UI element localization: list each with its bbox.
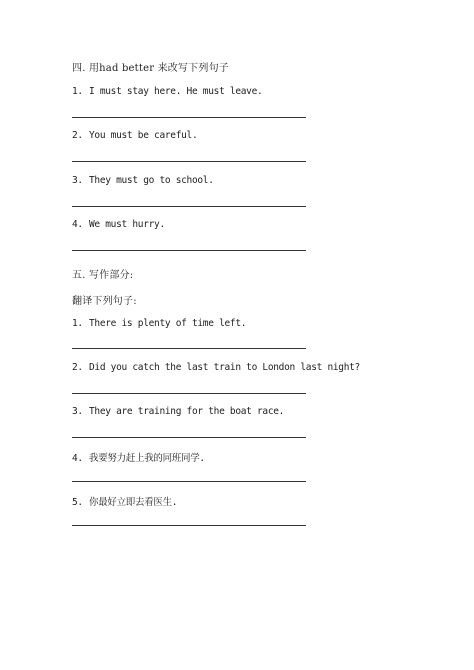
s5-question-1 [72,318,246,329]
question-text: Did you catch the last train to London last night? [89,362,360,373]
section-5-title: 五. 写作部分: [72,270,134,281]
s5-question-2 [72,362,360,373]
s5-answer-line-4[interactable] [72,481,306,482]
section-4-title: 四. 用had better 来改写下列句子 [72,63,229,74]
s4-question-3 [72,175,214,186]
question-text: We must hurry. [89,219,165,230]
s4-question-2 [72,130,197,141]
question-text: They must go to school. [89,175,214,186]
s5-question-5 [72,494,177,508]
question-text: They are training for the boat race. [89,406,285,417]
question-text: I must stay here. He must leave. [89,86,263,97]
s5-answer-line-5[interactable] [72,525,306,526]
s5-answer-line-2[interactable] [72,393,306,394]
question-number: 1. [72,318,83,329]
question-text: 你最好立即去看医生. [89,497,178,508]
question-number: 2. [72,130,83,141]
s5-answer-line-3[interactable] [72,437,306,438]
question-number: 4. [72,219,83,230]
s5-question-4 [72,450,205,464]
question-text: There is plenty of time left. [89,318,247,329]
s4-answer-line-2[interactable] [72,161,306,162]
question-number: 5. [72,497,83,508]
question-text: 我要努力赶上我的同班同学. [89,453,205,464]
s5-answer-line-1[interactable] [72,348,306,349]
s5-question-3 [72,406,284,417]
question-number: 3. [72,406,83,417]
s4-answer-line-4[interactable] [72,250,306,251]
question-number: 1. [72,86,83,97]
s4-question-1 [72,86,262,97]
section-5-subtitle: 翻译下列句子: [72,296,137,307]
question-text: You must be careful. [89,130,198,141]
question-number: 2. [72,362,83,373]
s4-question-4 [72,219,165,230]
s4-answer-line-1[interactable] [72,117,306,118]
s4-answer-line-3[interactable] [72,206,306,207]
question-number: 4. [72,453,83,464]
question-number: 3. [72,175,83,186]
